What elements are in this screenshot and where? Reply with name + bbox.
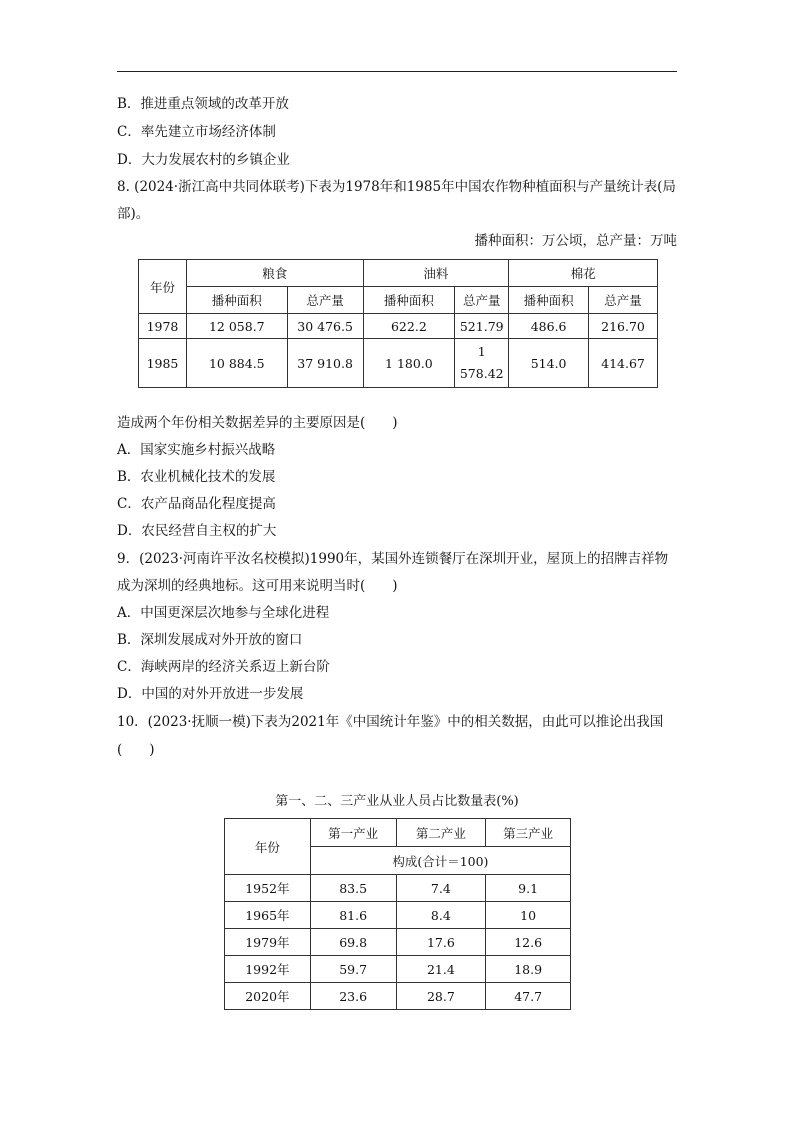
table-row	[225, 983, 571, 1010]
q10-row-year: 1952年	[225, 875, 311, 902]
q7-option-d: D．大力发展农村的乡镇企业	[117, 152, 290, 168]
q8-cell: 10 884.5	[186, 339, 287, 388]
q8-cell: 521.79	[455, 314, 509, 339]
q10-cell: 18.9	[486, 956, 571, 983]
q8-cell: 12 058.7	[186, 314, 287, 339]
q10-cell: 23.6	[310, 983, 396, 1010]
q8-row-year: 1985	[139, 339, 187, 388]
q8-subheader: 播种面积	[363, 287, 455, 314]
q8-cell-wrap-line1: 1	[477, 344, 486, 359]
q9-stem-line1: 9．(2023·河南许平汝名校模拟)1990年，某国外连锁餐厅在深圳开业，屋顶上的招牌吉祥物	[117, 551, 669, 567]
table-row	[225, 875, 571, 902]
q9-stem-line2: 成为深圳的经典地标。这可用来说明当时( )	[117, 578, 398, 594]
q8-cell: 486.6	[509, 314, 589, 339]
q8-cell-wrap-line2: 578.42	[459, 366, 504, 381]
q8-subheader: 播种面积	[186, 287, 287, 314]
q10-row-year: 1992年	[225, 956, 311, 983]
q8-stem-line1: 8. (2024·浙江高中共同体联考)下表为1978年和1985年中国农作物种植面积与产量统计表(局	[117, 179, 676, 195]
q10-cell: 47.7	[486, 983, 571, 1010]
q8-subheader: 总产量	[589, 287, 658, 314]
q10-header-primary: 第一产业	[310, 819, 396, 847]
q10-cell: 69.8	[310, 929, 396, 956]
q9-option-d: D．中国的对外开放进一步发展	[117, 686, 304, 702]
q8-question: 造成两个年份相关数据差异的主要原因是( )	[117, 415, 398, 431]
table-row	[139, 314, 658, 339]
q10-year-header: 年份	[225, 819, 311, 875]
table-row	[225, 902, 571, 929]
q10-cell: 12.6	[486, 929, 571, 956]
q8-subheader: 总产量	[455, 287, 509, 314]
q8-cell: 1 180.0	[363, 339, 455, 388]
header-rule	[117, 71, 677, 72]
q10-header-secondary: 第二产业	[396, 819, 486, 847]
q10-cell: 81.6	[310, 902, 396, 929]
q8-cell: 37 910.8	[287, 339, 363, 388]
q8-option-b: B．农业机械化技术的发展	[117, 469, 276, 485]
q10-cell: 10	[486, 902, 571, 929]
q8-group-cotton: 棉花	[509, 260, 658, 287]
q8-table-header-row	[139, 260, 658, 287]
q10-table	[224, 818, 571, 1010]
table-row	[225, 956, 571, 983]
q9-option-b: B．深圳发展成对外开放的窗口	[117, 632, 303, 648]
q10-cell: 59.7	[310, 956, 396, 983]
q8-subheader: 总产量	[287, 287, 363, 314]
q8-row-year: 1978	[139, 314, 187, 339]
q8-option-a: A．国家实施乡村振兴战略	[117, 442, 276, 458]
q8-option-c: C．农产品商品化程度提高	[117, 496, 276, 512]
q8-cell: 622.2	[363, 314, 455, 339]
q10-row-year: 1979年	[225, 929, 311, 956]
q8-unit-note: 播种面积：万公顷，总产量：万吨	[474, 233, 677, 249]
q8-year-header: 年份	[139, 260, 187, 314]
q10-stem-line2: ( )	[117, 742, 155, 758]
q8-cell: 30 476.5	[287, 314, 363, 339]
q10-cell: 21.4	[396, 956, 486, 983]
q10-table-header-row	[225, 819, 571, 847]
q8-table	[138, 259, 658, 388]
q8-table-subheader-row	[139, 287, 658, 314]
table-row	[225, 929, 571, 956]
q7-option-b: B．推进重点领域的改革开放	[117, 96, 289, 112]
q9-option-c: C．海峡两岸的经济关系迈上新台阶	[117, 659, 330, 675]
q10-cell: 83.5	[310, 875, 396, 902]
q10-row-year: 1965年	[225, 902, 311, 929]
q10-cell: 9.1	[486, 875, 571, 902]
q8-stem-line2: 部)。	[117, 206, 150, 222]
q8-group-oil: 油料	[363, 260, 509, 287]
q8-subheader: 播种面积	[509, 287, 589, 314]
q10-stem-line1: 10．(2023·抚顺一模)下表为2021年《中国统计年鉴》中的相关数据，由此可以推论出我国	[117, 714, 664, 730]
q8-group-grain: 粮食	[186, 260, 363, 287]
q8-cell-wrapped	[455, 339, 509, 388]
q10-table-title: 第一、二、三产业从业人员占比数量表(%)	[275, 794, 519, 809]
q10-cell: 17.6	[396, 929, 486, 956]
q7-option-c: C．率先建立市场经济体制	[117, 124, 276, 140]
q10-header-tertiary: 第三产业	[486, 819, 571, 847]
q8-cell: 216.70	[589, 314, 658, 339]
q10-composition-note: 构成(合计＝100)	[310, 847, 570, 875]
q8-option-d: D．农民经营自主权的扩大	[117, 523, 277, 539]
q10-cell: 8.4	[396, 902, 486, 929]
table-row	[139, 339, 658, 388]
q10-cell: 7.4	[396, 875, 486, 902]
q8-cell: 414.67	[589, 339, 658, 388]
q9-option-a: A．中国更深层次地参与全球化进程	[117, 605, 330, 621]
q10-cell: 28.7	[396, 983, 486, 1010]
q10-row-year: 2020年	[225, 983, 311, 1010]
q8-cell: 514.0	[509, 339, 589, 388]
